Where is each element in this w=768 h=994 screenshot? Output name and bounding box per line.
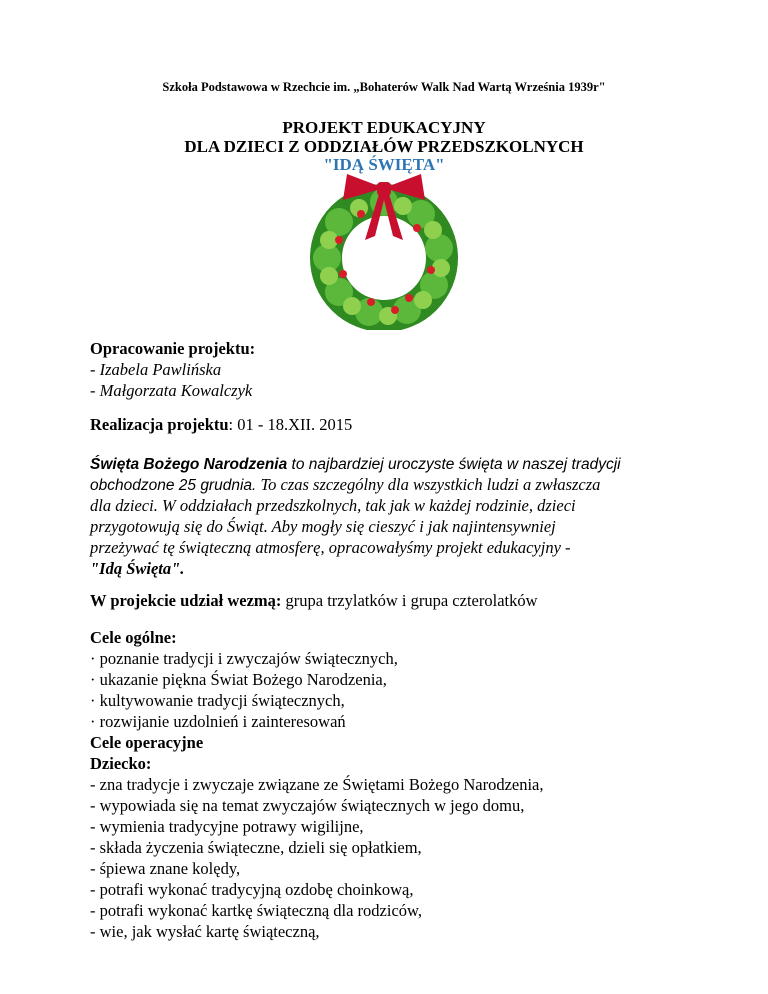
intro-line: obchodzone 25 grudnia. To czas szczególny dla wszystkich ludzi a zwłaszcza bbox=[90, 475, 601, 494]
intro-line: dla dzieci. W oddziałach przedszkolnych, tak jak w każdej rodzinie, dzieci bbox=[90, 496, 576, 515]
operational-goal-item: - wymienia tradycyjne potrawy wigilijne, bbox=[90, 817, 364, 836]
intro-line: "Idą Święta". bbox=[90, 559, 185, 578]
operational-goal-item: - potrafi wykonać kartkę świąteczną dla rodziców, bbox=[90, 901, 422, 920]
operational-goal-item: - składa życzenia świąteczne, dzieli się opłatkiem, bbox=[90, 838, 422, 857]
intro-line: przeżywać tę świąteczną atmosferę, opracowałyśmy projekt edukacyjny - bbox=[90, 538, 571, 557]
goals-general-heading: Cele ogólne: bbox=[90, 628, 177, 647]
operational-goal-item: - wie, jak wysłać kartę świąteczną, bbox=[90, 922, 320, 941]
christmas-wreath-illustration bbox=[299, 170, 469, 330]
authors-heading: Opracowanie projektu: bbox=[90, 339, 256, 358]
goals-operational-heading: Cele operacyjne bbox=[90, 733, 204, 752]
participants-line: W projekcie udział wezmą: grupa trzylatków i grupa czterolatków bbox=[90, 591, 538, 610]
goals-operational-subheading: Dziecko: bbox=[90, 754, 152, 773]
goal-item: · rozwijanie uzdolnień i zainteresowań bbox=[90, 712, 346, 731]
project-title-line3: "IDĄ ŚWIĘTA" bbox=[323, 155, 445, 174]
goal-item: · ukazanie piękna Świat Bożego Narodzenia, bbox=[90, 670, 387, 689]
realization-line: Realizacja projektu: 01 - 18.XII. 2015 bbox=[90, 415, 353, 434]
author-item: - Małgorzata Kowalczyk bbox=[90, 381, 253, 400]
project-title-line2: DLA DZIECI Z ODDZIAŁÓW PRZEDSZKOLNYCH bbox=[184, 137, 584, 156]
operational-goal-item: - zna tradycje i zwyczaje związane ze Świętami Bożego Narodzenia, bbox=[90, 775, 544, 794]
project-title-line1: PROJEKT EDUKACYJNY bbox=[282, 118, 486, 137]
school-name: Szkoła Podstawowa w Rzechcie im. „Bohaterów Walk Nad Wartą Września 1939r" bbox=[162, 80, 606, 94]
goal-item: · kultywowanie tradycji świątecznych, bbox=[90, 691, 345, 710]
author-item: - Izabela Pawlińska bbox=[90, 360, 222, 379]
intro-line: Święta Bożego Narodzenia to najbardziej uroczyste święta w naszej tradycji bbox=[90, 456, 621, 473]
goal-item: · poznanie tradycji i zwyczajów świątecznych, bbox=[90, 649, 398, 668]
operational-goal-item: - wypowiada się na temat zwyczajów świątecznych w jego domu, bbox=[90, 796, 525, 815]
operational-goal-item: - potrafi wykonać tradycyjną ozdobę choinkową, bbox=[90, 880, 414, 899]
operational-goal-item: - śpiewa znane kolędy, bbox=[90, 859, 241, 878]
intro-line: przygotowują się do Świąt. Aby mogły się cieszyć i jak najintensywniej bbox=[90, 517, 556, 536]
